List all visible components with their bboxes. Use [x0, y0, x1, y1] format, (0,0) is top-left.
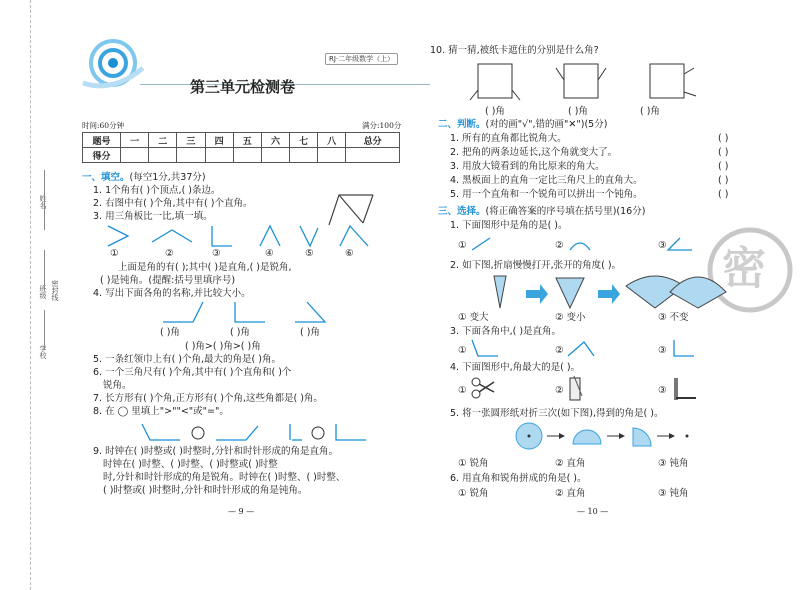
- choice-option: ①: [458, 240, 467, 251]
- s1-q3: 3. 用三角板比一比,填一填。: [93, 211, 213, 222]
- table-header: 四: [205, 133, 233, 148]
- section3-header: [438, 206, 645, 218]
- choice-q4: 4. 下面图形中,角最大的是( )。: [450, 362, 581, 373]
- judge-answer-paren[interactable]: ( ): [718, 189, 729, 200]
- choice-option: ① 锐角: [458, 458, 489, 469]
- q4-angle-figures: [155, 300, 355, 326]
- choice-option: ② 直角: [555, 458, 586, 469]
- angle-figure: [212, 226, 232, 246]
- q3-num: ④: [265, 248, 274, 259]
- name-label: 姓名: [39, 195, 47, 209]
- score-cell[interactable]: [346, 148, 400, 163]
- binding-line: [30, 0, 31, 590]
- choice-option: ②: [555, 385, 564, 396]
- table-header: 总分: [346, 133, 400, 148]
- section1-header: [82, 172, 206, 184]
- choice-option: ② 变小: [555, 312, 586, 323]
- grade-tag: RJ·二年级数学（上）: [325, 53, 398, 65]
- choice-option: ③: [658, 240, 667, 251]
- choice-option: ①: [458, 385, 467, 396]
- score-cell[interactable]: [261, 148, 289, 163]
- score-cell[interactable]: [149, 148, 177, 163]
- q10-blank: ( )角: [640, 106, 660, 117]
- score-cell[interactable]: [290, 148, 318, 163]
- fan-open-figure: [668, 270, 728, 310]
- c4-figures: [470, 374, 710, 402]
- c3-figures: [470, 338, 700, 360]
- judge-answer-paren[interactable]: ( ): [718, 161, 729, 172]
- judge-answer-paren[interactable]: ( ): [718, 147, 729, 158]
- angle-figure: [152, 230, 192, 242]
- choice-option: ③: [658, 385, 667, 396]
- q10-blank: ( )角: [568, 106, 588, 117]
- angle-figure: [108, 226, 128, 246]
- s1-q5: 5. 一条红领巾上有( )个角,最大的角是( )角。: [93, 354, 281, 365]
- score-table-header-row: [83, 133, 400, 148]
- s1-q9-line3: 时,分针和时针形成的角是锐角。时钟在( )时整、( )时整、: [103, 472, 346, 483]
- name-underline: [44, 170, 45, 230]
- full-score-label: 满分:100分: [362, 121, 402, 130]
- page-title: 第三单元检测卷: [190, 78, 296, 96]
- s1-q6-line1: 6. 一个三角尺有( )个角,其中有( )个直角和( )个: [93, 367, 292, 378]
- judge-item: 2. 把角的两条边延长,这个角就变大了。: [450, 147, 618, 158]
- section1-heading: 一、填空。: [82, 172, 130, 183]
- header-swirl-logo: [78, 28, 148, 88]
- choice-q6: 6. 用直角和锐角拼成的角是( )。: [450, 473, 587, 484]
- seal-line-label: 密封线: [51, 280, 59, 301]
- s1-q2: 2. 右图中有( )个角,其中有( )个直角。: [93, 198, 253, 209]
- q3-num: ⑥: [345, 248, 354, 259]
- q3-num: ⑤: [305, 248, 314, 259]
- section2-heading: 二、判断。: [438, 119, 486, 130]
- s1-q1: 1. 1个角有( )个顶点,( )条边。: [93, 185, 221, 196]
- s1-q9-line4: ( )时整或( )时整时,分针和时针形成的角是钝角。: [103, 485, 308, 496]
- q4-compare: ( )角>( )角>( )角: [185, 341, 261, 352]
- page-number-right: — 10 —: [577, 507, 609, 516]
- s1-q6-line2: 锐角。: [103, 380, 132, 391]
- table-header: 五: [233, 133, 261, 148]
- choice-option: ① 锐角: [458, 488, 489, 499]
- q3-num: ①: [110, 248, 119, 259]
- angle-figure: [295, 302, 325, 322]
- choice-option: ③ 钝角: [658, 488, 689, 499]
- choice-option: ③ 不变: [658, 312, 689, 323]
- choice-option: ②: [555, 345, 564, 356]
- score-cell[interactable]: [177, 148, 205, 163]
- score-table-score-row: [83, 148, 400, 163]
- angle-figure: [300, 226, 318, 246]
- q10-card-figures: [470, 60, 710, 106]
- section1-note: (每空1分,共37分): [129, 172, 206, 183]
- score-cell[interactable]: [121, 148, 149, 163]
- q10-blank: ( )角: [485, 106, 505, 117]
- s1-q8: 8. 在 ◯ 里填上">""<"或"="。: [93, 406, 229, 417]
- score-cell[interactable]: [205, 148, 233, 163]
- q3-num: ③: [212, 248, 221, 259]
- score-cell[interactable]: [233, 148, 261, 163]
- angle-figure: [260, 226, 280, 246]
- angle-figure: [163, 302, 203, 322]
- s1-q9-line2: 时钟在( )时整、( )时整、( )时整或( )时整: [103, 459, 278, 470]
- choice-q5: 5. 将一张圆形纸对折三次(如下图),得到的角是( )。: [450, 408, 664, 419]
- judge-item: 1. 所有的直角都比锐角大。: [450, 133, 567, 144]
- time-label: 时间:60分钟: [82, 121, 125, 130]
- school-label: 学校: [39, 345, 47, 359]
- table-header: 一: [121, 133, 149, 148]
- q8-compare-figures: [140, 420, 380, 444]
- angle-figure: [235, 302, 265, 322]
- table-header: 二: [149, 133, 177, 148]
- s1-q7: 7. 长方形有( )个角,正方形有( )个角,这些角都是( )角。: [93, 393, 323, 404]
- judge-answer-paren[interactable]: ( ): [718, 175, 729, 186]
- stamp-character: 密: [722, 243, 766, 294]
- q4-blank: ( )角: [300, 327, 320, 338]
- c1-figures: [470, 234, 700, 254]
- choice-option: ② 直角: [555, 488, 586, 499]
- q3-num: ②: [165, 248, 174, 259]
- q4-blank: ( )角: [230, 327, 250, 338]
- section3-heading: 三、选择。: [438, 206, 486, 217]
- q3-angle-figures: [100, 222, 380, 252]
- q10-prompt: 10. 猜一猜,被纸卡遮住的分别是什么角?: [430, 45, 599, 56]
- folding-circle-figures: [515, 422, 715, 450]
- table-header: 六: [261, 133, 289, 148]
- class-label: 班级: [39, 285, 47, 299]
- section3-note: (将正确答案的序号填在括号里)(16分): [485, 206, 646, 217]
- angle-figure: [340, 226, 368, 246]
- q3-line1: 上面是角的有( );其中( )是直角,( )是锐角,: [118, 262, 292, 273]
- score-row-label: 得分: [83, 148, 121, 163]
- table-header: 题号: [83, 133, 121, 148]
- s1-q4: 4. 写出下面各角的名称,并比较大小。: [93, 288, 251, 299]
- judge-item: 5. 用一个直角和一个锐角可以拼出一个钝角。: [450, 189, 643, 200]
- choice-q1: 1. 下面图形中是角的是( )。: [450, 220, 568, 231]
- score-cell[interactable]: [318, 148, 346, 163]
- q4-blank: ( )角: [160, 327, 180, 338]
- school-underline: [44, 310, 45, 350]
- judge-item: 3. 用放大镜看到的角比原来的角大。: [450, 161, 605, 172]
- table-header: 七: [290, 133, 318, 148]
- choice-option: ③: [658, 345, 667, 356]
- choice-option: ②: [555, 240, 564, 251]
- choice-option: ①: [458, 345, 467, 356]
- page-number-left: — 9 —: [228, 507, 255, 516]
- score-table: [82, 132, 400, 163]
- table-header: 八: [318, 133, 346, 148]
- choice-q2: 2. 如下图,折扇慢慢打开,张开的角度( )。: [450, 260, 622, 271]
- judge-answer-paren[interactable]: ( ): [718, 133, 729, 144]
- q3-line2: ( )是钝角。(提醒:括号里填序号): [100, 275, 236, 286]
- section2-header: [438, 119, 607, 131]
- s1-q9-line1: 9. 时钟在( )时整或( )时整时,分针和时针形成的角是直角。: [93, 446, 338, 457]
- choice-option: ① 变大: [458, 312, 489, 323]
- class-underline: [44, 250, 45, 290]
- section2-note: (对的画"√",错的画"✕")(5分): [485, 119, 608, 130]
- choice-q3: 3. 下面各角中,( )是直角。: [450, 326, 562, 337]
- choice-option: ③ 钝角: [658, 458, 689, 469]
- judge-item: 4. 黑板面上的直角一定比三角尺上的直角大。: [450, 175, 643, 186]
- table-header: 三: [177, 133, 205, 148]
